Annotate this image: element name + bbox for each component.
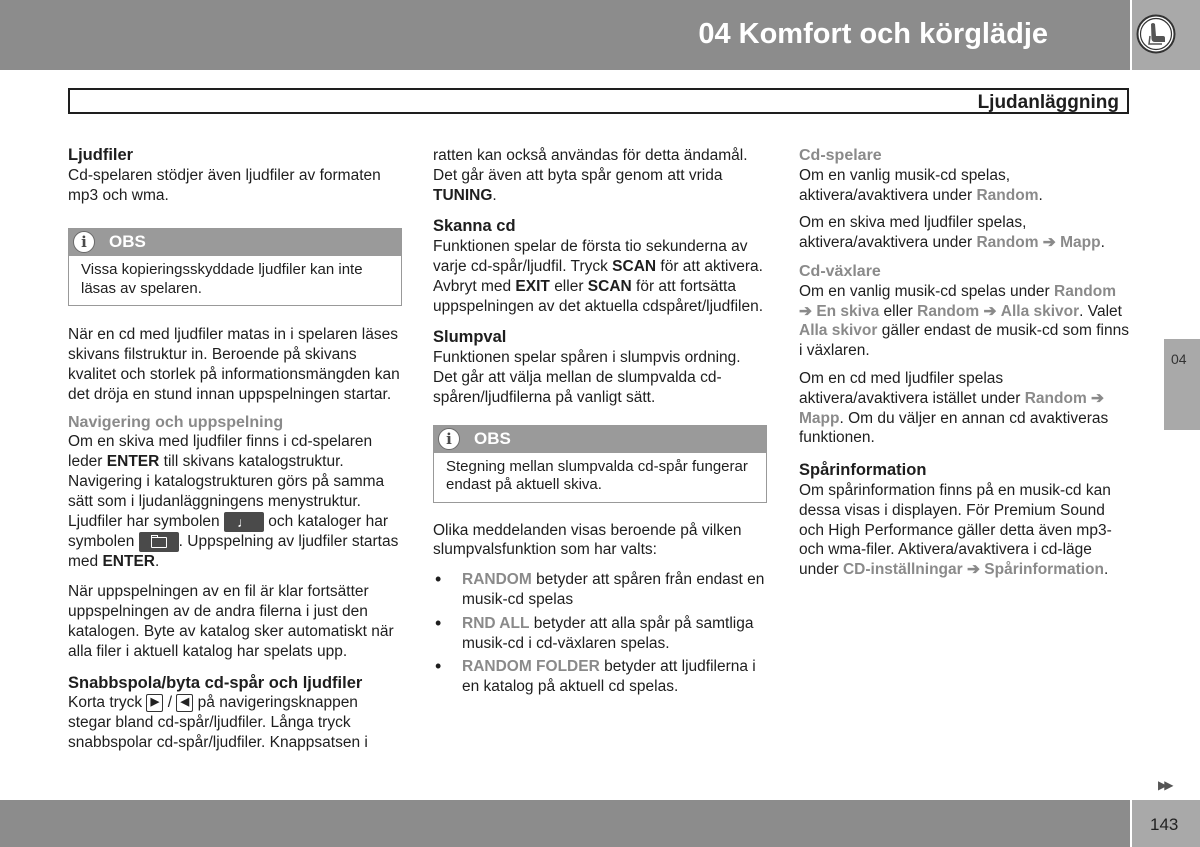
obs-label: OBS [474,428,511,448]
obs-note-text: Stegning mellan slumpvalda cd-spår fungerar endast på aktuell skiva. [446,457,748,494]
load-paragraph: När en cd med ljudfiler matas in i spelaren läses skivans filstruktur in. Beroende på skivans kvalitet och storlek på informationsmängden kan det dröja en stund innan uppspelningen startar. [68,326,400,403]
scan-heading: Skanna cd [433,217,516,236]
column-2 [433,146,767,697]
folder-icon [139,532,179,552]
obs-note-header [69,229,401,256]
obs-note-1 [68,228,402,306]
seat-icon [1136,14,1176,54]
ljudfiler-heading: Ljudfiler [68,146,134,164]
cd-player-paragraph-2: Om en skiva med ljudfiler spelas, aktivera/avaktivera under Random ➔ Mapp. [799,214,1105,252]
cd-player-heading: Cd-spelare [799,147,882,164]
info-icon: i [438,428,460,450]
chapter-side-tab [1164,339,1200,430]
after-playback-paragraph: När uppspelningen av en fil är klar fortsätter uppspelningen av de andra filerna i just den katalogen. Byte av katalog sker automatiskt när alla filer i aktuell katalog har spelats upp. [68,583,394,660]
section-header-box [68,88,1129,114]
list-item: • RANDOM betyder att spåren från endast en musik-cd spelas [433,570,767,610]
info-icon: i [73,231,95,253]
fast-forward-heading: Snabbspola/byta cd-spår och ljudfiler [68,673,363,692]
track-info-paragraph: Om spårinformation finns på en musik-cd kan dessa visas i displayen. För Premium Sound och High Performance gäller detta även mp3- och wma-filer. Aktivera/avaktivera i cd-läge under CD-inställningar ➔ Spårinformation. [799,481,1112,579]
arrow-right-icon: ➔ [1091,389,1105,407]
obs-note-2 [433,425,767,503]
column-1 [68,146,402,753]
scan-paragraph: Funktionen spelar de första tio sekunderna av varje cd-spår/ljudfil. Tryck SCAN för att aktivera. Avbryt med EXIT eller SCAN för att fortsätta uppspelningen av det aktuella cdspåret/ljudfilen. [433,238,764,315]
section-title: Ljudanläggning [977,92,1119,113]
next-track-icon: ▶ [146,694,163,712]
chapter-title: 04 Komfort och körglädje [698,18,1048,50]
random-mode-list [433,570,767,697]
list-item: • RANDOM FOLDER betyder att ljudfilerna i en katalog på aktuell cd spelas. [433,657,767,697]
random-paragraph: Funktionen spelar spåren i slumpvis ordning. Det går att välja mellan de slumpvalda cd-spåren/ljudfilerna på vanligt sätt. [433,349,741,406]
arrow-right-icon: ➔ [983,302,997,320]
header-bar [0,0,1130,70]
arrow-right-icon: ➔ [1042,234,1056,252]
cd-changer-paragraph-2: Om en cd med ljudfiler spelas aktivera/avaktivera istället under Random ➔ Mapp. Om du väljer en annan cd avaktiveras funktionen. [799,369,1109,447]
arrow-right-icon: ➔ [966,561,980,579]
cd-changer-paragraph-1: Om en vanlig musik-cd spelas under Random ➔ En skiva eller Random ➔ Alla skivor. Valet Alla skivor gäller endast de musik-cd som finns i växlaren. [799,282,1129,360]
cd-changer-heading: Cd-växlare [799,262,881,280]
arrow-right-icon: ➔ [799,302,812,320]
navigation-paragraph: Om en skiva med ljudfiler finns i cd-spelaren leder ENTER till skivans katalogstruktur. Navigering i katalogstrukturen görs på samma sätt som i ljudanläggningens menystruktur. Ljudfiler har symbolen ♩ och kataloger har symbolen . Uppspelning av ljudfiler startas med ENTER. [68,433,399,570]
footer-bar [0,800,1130,847]
obs-note-text: Vissa kopieringsskyddade ljudfiler kan inte läsas av spelaren. [81,261,363,297]
obs-label: OBS [109,232,146,252]
page-number: 143 [1150,815,1179,834]
cd-player-paragraph-1: Om en vanlig musik-cd spelas, aktivera/avaktivera under Random. [799,166,1043,204]
chapter-tab-label: 04 [1171,351,1187,367]
previous-track-icon: ◀ [176,694,193,712]
random-heading: Slumpval [433,328,507,347]
audio-file-icon: ♩ [224,512,264,532]
obs-note-header [434,426,766,453]
ljudfiler-text: Cd-spelaren stödjer även ljudfiler av formaten mp3 och wma. [68,166,381,204]
double-arrow-right-icon: ▶▶ [1158,778,1171,792]
column-3 [799,146,1131,580]
continued-paragraph: ratten kan också användas för detta ändamål. Det går även att byta spår genom att vrida TUNING. [433,147,748,204]
messages-paragraph: Olika meddelanden visas beroende på vilken slumpvalsfunktion som har valts: [433,521,742,559]
fast-forward-paragraph: Korta tryck ▶ / ◀ på navigeringsknappen stegar bland cd-spår/ljudfiler. Långa tryck snabbspolar cd-spår/ljudfiler. Knappsatsen i [68,694,368,751]
navigation-heading: Navigering och uppspelning [68,413,284,431]
track-info-heading: Spårinformation [799,461,927,480]
list-item: • RND ALL betyder att alla spår på samtliga musik-cd i cd-växlaren spelas. [433,614,767,654]
